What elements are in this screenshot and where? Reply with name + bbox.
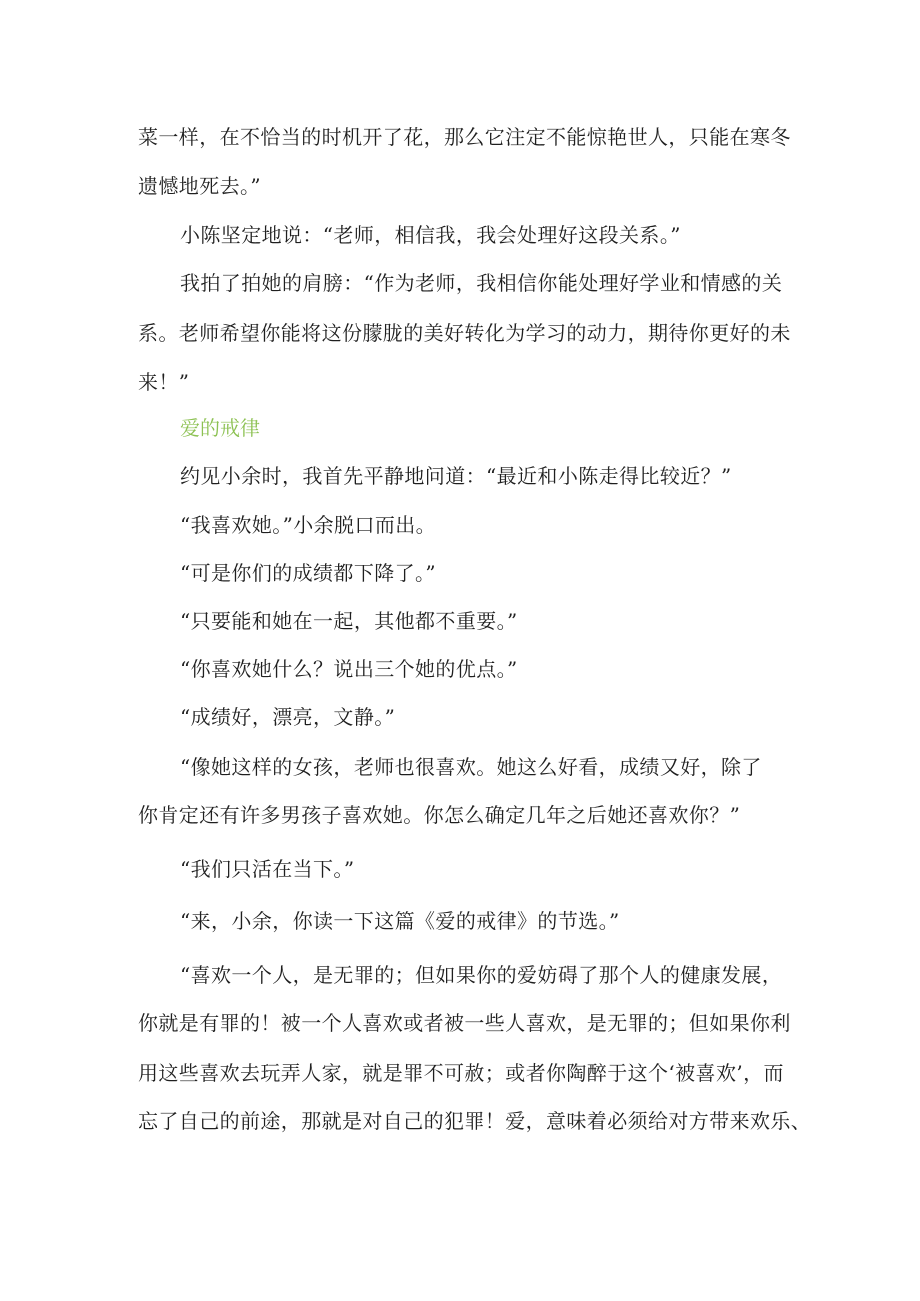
paragraph-line: 遗憾地死去。”	[138, 174, 262, 198]
dialogue-line: “像她这样的女孩，老师也很喜欢。她这么好看，成绩又好，除了	[180, 755, 762, 779]
paragraph-line: 系。老师希望你能将这份朦胧的美好转化为学习的动力，期待你更好的未	[138, 321, 791, 345]
paragraph-line: 我拍了拍她的肩膀：“作为老师，我相信你能处理好学业和情感的关	[180, 271, 783, 295]
quote-line: 忘了自己的前途，那就是对自己的犯罪！爱，意味着必须给对方带来欢乐、	[138, 1109, 812, 1133]
dialogue-line: “成绩好，漂亮，文静。”	[180, 705, 396, 729]
dialogue-line: “可是你们的成绩都下降了。”	[180, 561, 437, 585]
paragraph-line: 小陈坚定地说：“老师，相信我，我会处理好这段关系。”	[180, 223, 681, 247]
paragraph-line: 菜一样，在不恰当的时机开了花，那么它注定不能惊艳世人，只能在寒冬	[138, 125, 791, 149]
quote-line: “喜欢一个人，是无罪的；但如果你的爱妨碍了那个人的健康发展，	[180, 963, 783, 987]
dialogue-line: “你喜欢她什么？说出三个她的优点。”	[180, 657, 518, 681]
dialogue-line: “只要能和她在一起，其他都不重要。”	[180, 609, 518, 633]
paragraph-line: 来！”	[138, 370, 190, 394]
section-heading: 爱的戒律	[180, 416, 260, 440]
quote-line: 用这些喜欢去玩弄人家，就是罪不可赦；或者你陶醉于这个‘被喜欢’，而	[138, 1061, 784, 1085]
dialogue-line: “我喜欢她。”小余脱口而出。	[180, 513, 437, 537]
paragraph-line: 约见小余时，我首先平静地问道：“最近和小陈走得比较近？”	[180, 464, 732, 488]
dialogue-line: 你肯定还有许多男孩子喜欢她。你怎么确定几年之后她还喜欢你？”	[138, 803, 741, 827]
quote-line: 你就是有罪的！被一个人喜欢或者被一些人喜欢，是无罪的；但如果你利	[138, 1011, 791, 1035]
dialogue-line: “来，小余，你读一下这篇《爱的戒律》的节选。”	[180, 909, 620, 933]
dialogue-line: “我们只活在当下。”	[180, 857, 355, 881]
